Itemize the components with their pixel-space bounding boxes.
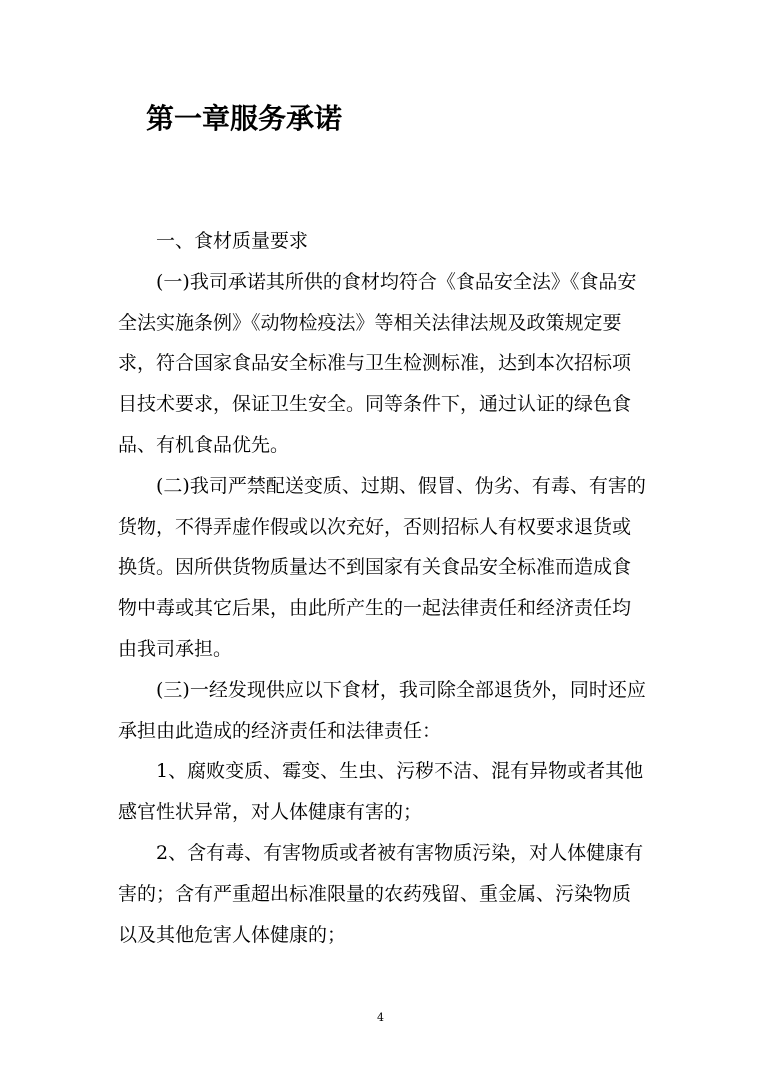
paragraph-line: 换货。因所供货物质量达不到国家有关食品安全标准而造成食 xyxy=(118,556,632,579)
paragraph-line: 感官性状异常，对人体健康有害的； xyxy=(118,801,423,824)
document-body xyxy=(118,221,646,955)
paragraph-line: 求，符合国家食品安全标准与卫生检测标准，达到本次招标项 xyxy=(118,352,632,375)
paragraph-line: 2、含有毒、有害物质或者被有害物质污染，对人体健康有 xyxy=(156,841,644,864)
paragraph-line: 以及其他危害人体健康的； xyxy=(118,923,347,946)
paragraph-line: 货物，不得弄虚作假或以次充好，否则招标人有权要求退货或 xyxy=(118,515,632,538)
paragraph-prohibited-goods xyxy=(118,466,646,670)
page-number: 4 xyxy=(377,1011,384,1024)
paragraph-line: 承担由此造成的经济责任和法律责任： xyxy=(118,719,442,742)
paragraph-line: (一)我司承诺其所供的食材均符合《食品安全法》《食品安 xyxy=(156,270,637,293)
paragraph-line: 害的；含有严重超出标准限量的农药残留、重金属、污染物质 xyxy=(118,882,632,905)
paragraph-line: (三)一经发现供应以下食材，我司除全部退货外，同时还应 xyxy=(156,678,646,701)
paragraph-return-liability xyxy=(118,670,646,752)
paragraph-line: 由我司承担。 xyxy=(118,637,233,660)
list-item-2 xyxy=(118,833,644,955)
paragraph-food-law-compliance xyxy=(118,262,638,466)
paragraph-line: (二)我司严禁配送变质、过期、假冒、伪劣、有毒、有害的 xyxy=(156,474,646,497)
paragraph-line: 物中毒或其它后果，由此所产生的一起法律责任和经济责任均 xyxy=(118,597,632,620)
section-heading xyxy=(118,221,638,262)
paragraph-line: 品、有机食品优先。 xyxy=(118,433,290,456)
paragraph-line: 1、腐败变质、霉变、生虫、污秽不洁、混有异物或者其他 xyxy=(156,760,644,783)
list-item-1 xyxy=(118,751,644,833)
chapter-title: 第一章服务承诺 xyxy=(146,102,343,135)
paragraph-line: 目技术要求，保证卫生安全。同等条件下，通过认证的绿色食 xyxy=(118,393,632,416)
paragraph-line: 全法实施条例》《动物检疫法》等相关法律法规及政策规定要 xyxy=(118,311,622,334)
section-heading-text: 一、食材质量要求 xyxy=(156,230,309,252)
